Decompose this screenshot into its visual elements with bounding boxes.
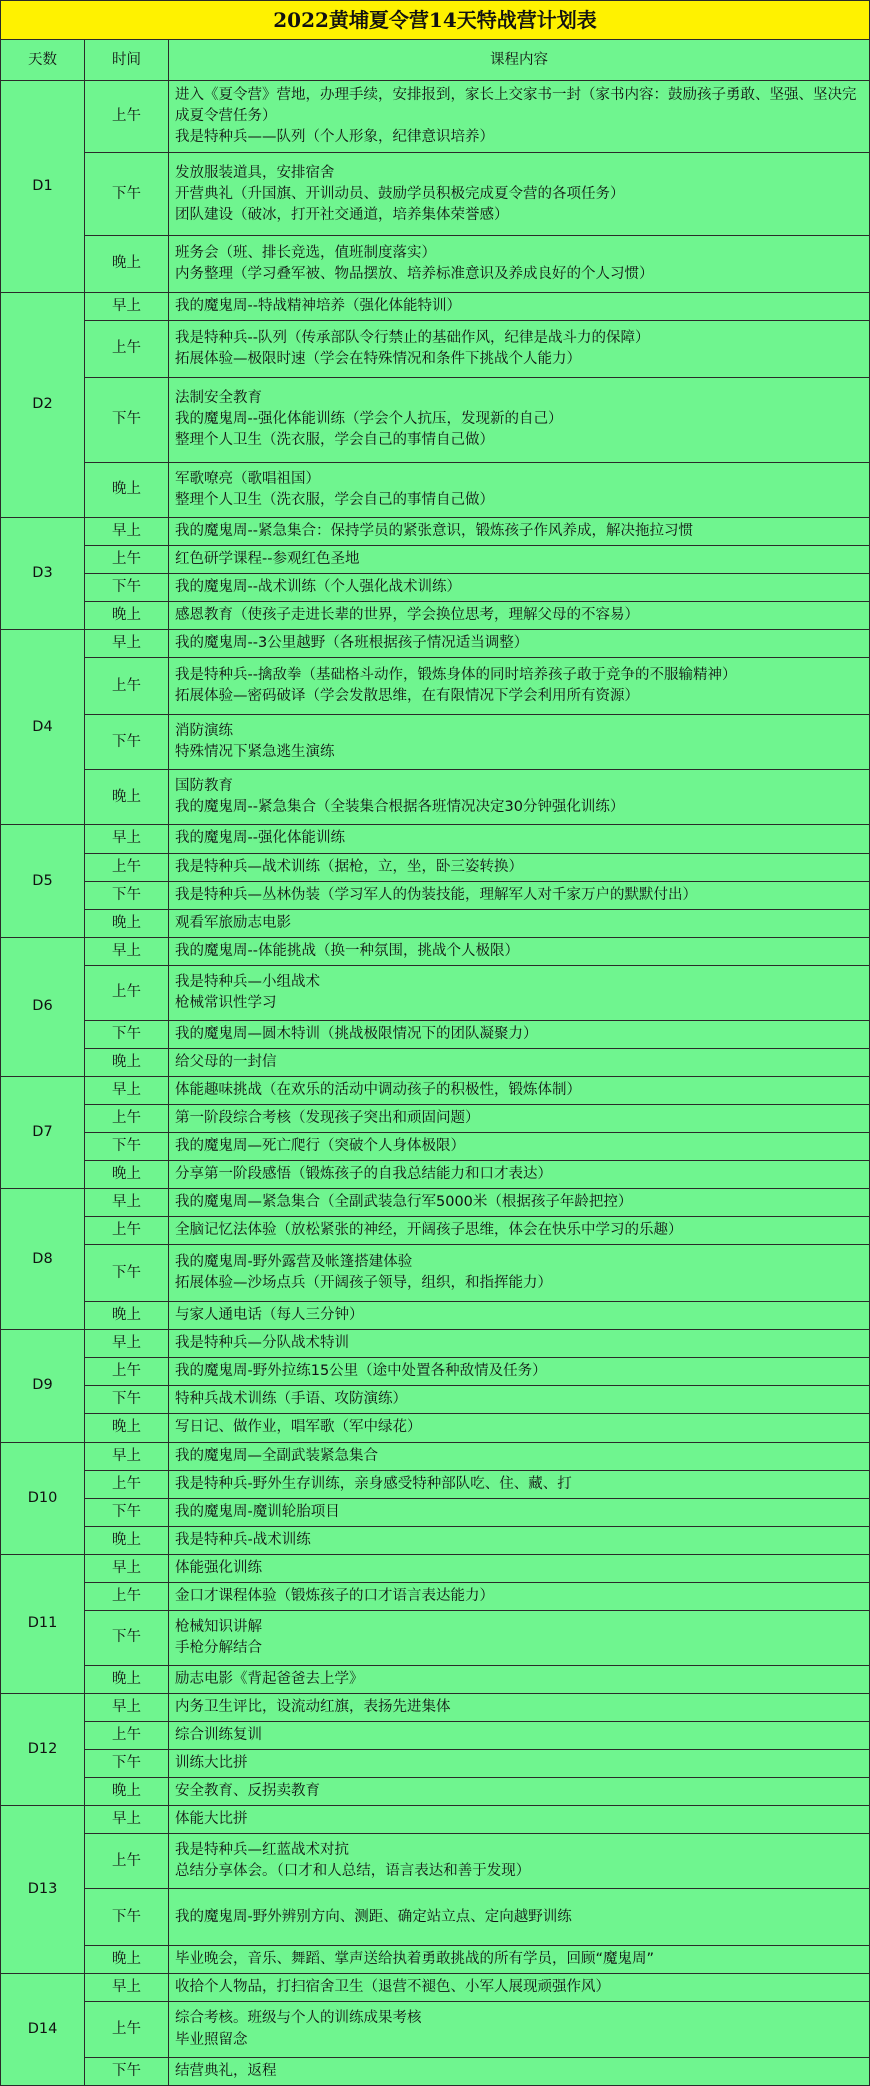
time-slot: 下午 xyxy=(85,1020,169,1048)
course-line: 我是特种兵——队列（个人形象，纪律意识培养） xyxy=(175,129,494,146)
time-slot: 下午 xyxy=(85,715,169,770)
course-content xyxy=(169,1693,870,1721)
course-content xyxy=(169,2002,870,2057)
course-line: 拓展体验—沙场点兵（开阔孩子领导，组织，和指挥能力） xyxy=(175,1275,552,1292)
time-slot: 上午 xyxy=(85,320,169,377)
course-line: 第一阶段综合考核（发现孩子突出和顽固问题） xyxy=(175,1109,480,1126)
course-line: 综合考核。班级与个人的训练成果考核 xyxy=(175,2010,422,2027)
course-content xyxy=(169,825,870,853)
course-line: 整理个人卫生（洗衣服，学会自己的事情自己做） xyxy=(175,432,494,449)
schedule-row xyxy=(1,1076,870,1104)
schedule-row xyxy=(1,937,870,965)
course-content xyxy=(169,658,870,715)
time-slot: 下午 xyxy=(85,1132,169,1160)
course-content xyxy=(169,937,870,965)
course-content xyxy=(169,1189,870,1217)
day-label: D13 xyxy=(1,1806,85,1974)
schedule-row xyxy=(1,1386,870,1414)
schedule-row xyxy=(1,1610,870,1665)
course-line: 分享第一阶段感悟（锻炼孩子的自我总结能力和口才表达） xyxy=(175,1166,552,1183)
schedule-row xyxy=(1,1889,870,1946)
course-line: 训练大比拼 xyxy=(175,1755,248,1772)
course-content xyxy=(169,153,870,236)
course-content xyxy=(169,1302,870,1330)
schedule-row xyxy=(1,1217,870,1245)
schedule-row xyxy=(1,853,870,881)
schedule-row xyxy=(1,81,870,153)
day-label: D2 xyxy=(1,292,85,517)
course-line: 内务卫生评比，设流动红旗，表扬先进集体 xyxy=(175,1698,451,1715)
course-line: 励志电影《背起爸爸去上学》 xyxy=(175,1670,364,1687)
schedule-row xyxy=(1,153,870,236)
course-line: 我的魔鬼周-野外露营及帐篷搭建体验 xyxy=(175,1254,413,1271)
schedule-row xyxy=(1,2002,870,2057)
schedule-row xyxy=(1,1330,870,1358)
course-content xyxy=(169,320,870,377)
course-content xyxy=(169,377,870,462)
course-line: 我的魔鬼周-魔训轮胎项目 xyxy=(175,1503,340,1520)
schedule-row xyxy=(1,292,870,320)
time-slot: 早上 xyxy=(85,1806,169,1834)
course-line: 安全教育、反拐卖教育 xyxy=(175,1783,320,1800)
course-line: 我的魔鬼周--特战精神培养（强化体能特训） xyxy=(175,297,461,314)
course-line: 拓展体验—密码破译（学会发散思维，在有限情况下学会利用所有资源） xyxy=(175,688,639,705)
course-content xyxy=(169,1104,870,1132)
course-content xyxy=(169,602,870,630)
time-slot: 晚上 xyxy=(85,1665,169,1693)
course-line: 我的魔鬼周--紧急集合（全装集合根据各班情况决定30分钟强化训练） xyxy=(175,799,625,816)
time-slot: 上午 xyxy=(85,1834,169,1889)
time-slot: 早上 xyxy=(85,292,169,320)
course-line: 结营典礼，返程 xyxy=(175,2062,277,2079)
schedule-row xyxy=(1,1358,870,1386)
schedule-row xyxy=(1,1526,870,1554)
schedule-row xyxy=(1,881,870,909)
course-line: 我的魔鬼周-野外拉练15公里（途中处置各种敌情及任务） xyxy=(175,1363,547,1380)
course-line: 我的魔鬼周--强化体能训练（学会个人抗压，发现新的自己） xyxy=(175,411,563,428)
day-label: D14 xyxy=(1,1974,85,2086)
course-content xyxy=(169,1582,870,1610)
day-label: D6 xyxy=(1,937,85,1076)
time-slot: 晚上 xyxy=(85,1414,169,1442)
course-line: 我是特种兵-战术训练 xyxy=(175,1531,311,1548)
course-content xyxy=(169,1554,870,1582)
time-slot: 下午 xyxy=(85,1889,169,1946)
time-slot: 上午 xyxy=(85,2002,169,2057)
time-slot: 上午 xyxy=(85,965,169,1020)
course-content xyxy=(169,715,870,770)
course-content xyxy=(169,1470,870,1498)
course-content xyxy=(169,1526,870,1554)
course-line: 我的魔鬼周--体能挑战（换一种氛围，挑战个人极限） xyxy=(175,942,519,959)
schedule-row xyxy=(1,1946,870,1974)
course-line: 枪械常识性学习 xyxy=(175,994,277,1011)
course-content xyxy=(169,1330,870,1358)
schedule-row xyxy=(1,1778,870,1806)
time-slot: 早上 xyxy=(85,1330,169,1358)
course-content xyxy=(169,1946,870,1974)
time-slot: 上午 xyxy=(85,1470,169,1498)
title-row xyxy=(1,1,870,40)
schedule-row xyxy=(1,1974,870,2002)
schedule-row xyxy=(1,1665,870,1693)
header-day: 天数 xyxy=(1,40,85,81)
course-line: 我是特种兵--擒敌拳（基础格斗动作，锻炼身体的同时培养孩子敢于竞争的不服输精神） xyxy=(175,667,737,684)
schedule-row xyxy=(1,965,870,1020)
schedule-row xyxy=(1,658,870,715)
schedule-row xyxy=(1,1721,870,1749)
schedule-row xyxy=(1,2057,870,2085)
schedule-row xyxy=(1,1442,870,1470)
course-content xyxy=(169,1665,870,1693)
schedule-row xyxy=(1,1834,870,1889)
time-slot: 晚上 xyxy=(85,602,169,630)
course-content xyxy=(169,1974,870,2002)
schedule-row xyxy=(1,1498,870,1526)
course-line: 收拾个人物品，打扫宿舍卫生（退营不褪色、小军人展现顽强作风） xyxy=(175,1979,610,1996)
course-line: 我的魔鬼周--紧急集合：保持学员的紧张意识，锻炼孩子作风养成，解决拖拉习惯 xyxy=(175,522,693,539)
course-line: 观看军旅励志电影 xyxy=(175,914,291,931)
schedule-row xyxy=(1,1104,870,1132)
course-content xyxy=(169,853,870,881)
course-line: 给父母的一封信 xyxy=(175,1053,277,1070)
course-content xyxy=(169,770,870,825)
time-slot: 早上 xyxy=(85,1554,169,1582)
course-content xyxy=(169,1358,870,1386)
schedule-row xyxy=(1,236,870,292)
time-slot: 上午 xyxy=(85,545,169,573)
course-line: 我的魔鬼周—死亡爬行（突破个人身体极限） xyxy=(175,1137,465,1154)
course-content xyxy=(169,1610,870,1665)
course-content xyxy=(169,909,870,937)
time-slot: 早上 xyxy=(85,1076,169,1104)
course-line: 发放服装道具，安排宿舍 xyxy=(175,164,335,181)
course-line: 毕业晚会，音乐、舞蹈、掌声送给执着勇敢挑战的所有学员，回顾“魔鬼周” xyxy=(175,1951,655,1968)
schedule-row xyxy=(1,377,870,462)
course-content xyxy=(169,1498,870,1526)
time-slot: 下午 xyxy=(85,153,169,236)
day-label: D8 xyxy=(1,1189,85,1330)
time-slot: 晚上 xyxy=(85,1946,169,1974)
course-line: 拓展体验—极限时速（学会在特殊情况和条件下挑战个人能力） xyxy=(175,350,581,367)
time-slot: 晚上 xyxy=(85,1161,169,1189)
schedule-row xyxy=(1,1189,870,1217)
course-line: 手枪分解结合 xyxy=(175,1639,262,1656)
schedule-row xyxy=(1,1020,870,1048)
time-slot: 早上 xyxy=(85,1693,169,1721)
course-line: 法制安全教育 xyxy=(175,390,262,407)
course-content xyxy=(169,630,870,658)
schedule-row xyxy=(1,517,870,545)
time-slot: 上午 xyxy=(85,1358,169,1386)
course-line: 开营典礼（升国旗、开训动员、鼓励学员积极完成夏令营的各项任务） xyxy=(175,185,625,202)
day-label: D4 xyxy=(1,630,85,825)
schedule-row xyxy=(1,574,870,602)
header-content: 课程内容 xyxy=(169,40,870,81)
course-line: 毕业照留念 xyxy=(175,2031,248,2048)
course-content xyxy=(169,1048,870,1076)
course-content xyxy=(169,1778,870,1806)
schedule-row xyxy=(1,1161,870,1189)
course-content xyxy=(169,1889,870,1946)
time-slot: 下午 xyxy=(85,1610,169,1665)
schedule-row xyxy=(1,462,870,517)
course-content xyxy=(169,1217,870,1245)
time-slot: 下午 xyxy=(85,1386,169,1414)
schedule-row xyxy=(1,1806,870,1834)
schedule-row xyxy=(1,1554,870,1582)
time-slot: 上午 xyxy=(85,658,169,715)
course-content xyxy=(169,1721,870,1749)
time-slot: 下午 xyxy=(85,881,169,909)
course-line: 我的魔鬼周--3公里越野（各班根据孩子情况适当调整） xyxy=(175,635,529,652)
course-line: 国防教育 xyxy=(175,778,233,795)
time-slot: 上午 xyxy=(85,1217,169,1245)
day-label: D7 xyxy=(1,1076,85,1188)
time-slot: 下午 xyxy=(85,1245,169,1302)
course-line: 团队建设（破冰，打开社交通道，培养集体荣誉感） xyxy=(175,206,509,223)
course-line: 我是特种兵—小组战术 xyxy=(175,973,320,990)
course-content xyxy=(169,1020,870,1048)
course-line: 我是特种兵—丛林伪装（学习军人的伪装技能，理解军人对千家万户的默默付出） xyxy=(175,886,697,903)
course-line: 我的魔鬼周—圆木特训（挑战极限情况下的团队凝聚力） xyxy=(175,1025,538,1042)
course-line: 全脑记忆法体验（放松紧张的神经，开阔孩子思维，体会在快乐中学习的乐趣） xyxy=(175,1222,683,1239)
schedule-row xyxy=(1,545,870,573)
schedule-row xyxy=(1,770,870,825)
time-slot: 下午 xyxy=(85,574,169,602)
course-content xyxy=(169,574,870,602)
time-slot: 早上 xyxy=(85,517,169,545)
course-content xyxy=(169,1132,870,1160)
schedule-row xyxy=(1,320,870,377)
time-slot: 下午 xyxy=(85,377,169,462)
course-line: 军歌嘹亮（歌唱祖国） xyxy=(175,470,320,487)
time-slot: 早上 xyxy=(85,825,169,853)
time-slot: 晚上 xyxy=(85,770,169,825)
schedule-row xyxy=(1,1750,870,1778)
time-slot: 早上 xyxy=(85,630,169,658)
course-content xyxy=(169,881,870,909)
schedule-row xyxy=(1,909,870,937)
course-content xyxy=(169,236,870,292)
course-line: 枪械知识讲解 xyxy=(175,1618,262,1635)
course-content xyxy=(169,1834,870,1889)
course-line: 我的魔鬼周--战术训练（个人强化战术训练） xyxy=(175,579,461,596)
course-line: 内务整理（学习叠军被、物品摆放、培养标准意识及养成良好的个人习惯） xyxy=(175,265,654,282)
time-slot: 上午 xyxy=(85,81,169,153)
schedule-row xyxy=(1,1582,870,1610)
course-line: 体能趣味挑战（在欢乐的活动中调动孩子的积极性，锻炼体制） xyxy=(175,1081,581,1098)
time-slot: 下午 xyxy=(85,2057,169,2085)
course-line: 金口才课程体验（锻炼孩子的口才语言表达能力） xyxy=(175,1587,494,1604)
time-slot: 上午 xyxy=(85,853,169,881)
course-line: 我的魔鬼周-野外辨别方向、测距、确定站立点、定向越野训练 xyxy=(175,1908,572,1925)
header-row xyxy=(1,40,870,81)
day-label: D11 xyxy=(1,1554,85,1693)
course-content xyxy=(169,292,870,320)
schedule-row xyxy=(1,1414,870,1442)
course-line: 我的魔鬼周--强化体能训练 xyxy=(175,830,345,847)
time-slot: 晚上 xyxy=(85,1302,169,1330)
time-slot: 上午 xyxy=(85,1104,169,1132)
course-content xyxy=(169,1161,870,1189)
time-slot: 晚上 xyxy=(85,1778,169,1806)
schedule-row xyxy=(1,1470,870,1498)
course-line: 班务会（班、排长竞选，值班制度落实） xyxy=(175,244,436,261)
time-slot: 早上 xyxy=(85,1974,169,2002)
course-line: 我是特种兵--队列（传承部队令行禁止的基础作风，纪律是战斗力的保障） xyxy=(175,329,650,346)
time-slot: 下午 xyxy=(85,1750,169,1778)
day-label: D10 xyxy=(1,1442,85,1554)
course-line: 特殊情况下紧急逃生演练 xyxy=(175,744,335,761)
schedule-row xyxy=(1,1132,870,1160)
course-line: 消防演练 xyxy=(175,723,233,740)
course-content xyxy=(169,1245,870,1302)
day-label: D1 xyxy=(1,81,85,292)
course-content xyxy=(169,1442,870,1470)
course-content xyxy=(169,545,870,573)
course-content xyxy=(169,965,870,1020)
course-line: 体能强化训练 xyxy=(175,1559,262,1576)
course-content xyxy=(169,1750,870,1778)
schedule-row xyxy=(1,630,870,658)
course-content xyxy=(169,462,870,517)
table-title: 2022黄埔夏令营14天特战营计划表 xyxy=(1,1,870,40)
course-content xyxy=(169,1414,870,1442)
course-line: 我是特种兵—战术训练（据枪，立，坐，卧三姿转换） xyxy=(175,858,523,875)
schedule-row xyxy=(1,1302,870,1330)
day-label: D12 xyxy=(1,1693,85,1805)
time-slot: 晚上 xyxy=(85,236,169,292)
course-line: 我是特种兵-野外生存训练，亲身感受特种部队吃、住、藏、打 xyxy=(175,1475,572,1492)
time-slot: 晚上 xyxy=(85,909,169,937)
time-slot: 晚上 xyxy=(85,462,169,517)
time-slot: 早上 xyxy=(85,1442,169,1470)
course-line: 综合训练复训 xyxy=(175,1726,262,1743)
time-slot: 下午 xyxy=(85,1498,169,1526)
course-content xyxy=(169,81,870,153)
schedule-row xyxy=(1,1693,870,1721)
course-line: 感恩教育（使孩子走进长辈的世界，学会换位思考，理解父母的不容易） xyxy=(175,607,639,624)
course-content xyxy=(169,1386,870,1414)
course-line: 特种兵战术训练（手语、攻防演练） xyxy=(175,1391,407,1408)
time-slot: 早上 xyxy=(85,1189,169,1217)
course-line: 写日记、做作业，唱军歌（军中绿花） xyxy=(175,1419,422,1436)
time-slot: 早上 xyxy=(85,937,169,965)
schedule-row xyxy=(1,715,870,770)
time-slot: 上午 xyxy=(85,1721,169,1749)
time-slot: 晚上 xyxy=(85,1526,169,1554)
course-line: 红色研学课程--参观红色圣地 xyxy=(175,550,360,567)
course-line: 总结分享体会。（口才和人总结，语言表达和善于发现） xyxy=(175,1863,531,1880)
course-content xyxy=(169,2057,870,2085)
course-line: 我的魔鬼周—全副武装紧急集合 xyxy=(175,1447,378,1464)
course-line: 整理个人卫生（洗衣服，学会自己的事情自己做） xyxy=(175,491,494,508)
course-line: 我是特种兵—分队战术特训 xyxy=(175,1335,349,1352)
schedule-row xyxy=(1,602,870,630)
day-label: D3 xyxy=(1,517,85,629)
time-slot: 晚上 xyxy=(85,1048,169,1076)
schedule-row xyxy=(1,825,870,853)
course-content xyxy=(169,517,870,545)
course-content xyxy=(169,1076,870,1104)
course-content xyxy=(169,1806,870,1834)
course-line: 我是特种兵—红蓝战术对抗 xyxy=(175,1842,349,1859)
schedule-row xyxy=(1,1048,870,1076)
time-slot: 上午 xyxy=(85,1582,169,1610)
day-label: D5 xyxy=(1,825,85,937)
course-line: 进入《夏令营》营地，办理手续，安排报到，家长上交家书一封（家书内容：鼓励孩子勇敢、坚强、坚决完成夏令营任务） xyxy=(175,87,857,125)
course-line: 体能大比拼 xyxy=(175,1811,248,1828)
schedule-row xyxy=(1,1245,870,1302)
course-line: 与家人通电话（每人三分钟） xyxy=(175,1307,364,1324)
course-line: 我的魔鬼周—紧急集合（全副武装急行军5000米（根据孩子年龄把控） xyxy=(175,1194,633,1211)
day-label: D9 xyxy=(1,1330,85,1442)
header-time: 时间 xyxy=(85,40,169,81)
